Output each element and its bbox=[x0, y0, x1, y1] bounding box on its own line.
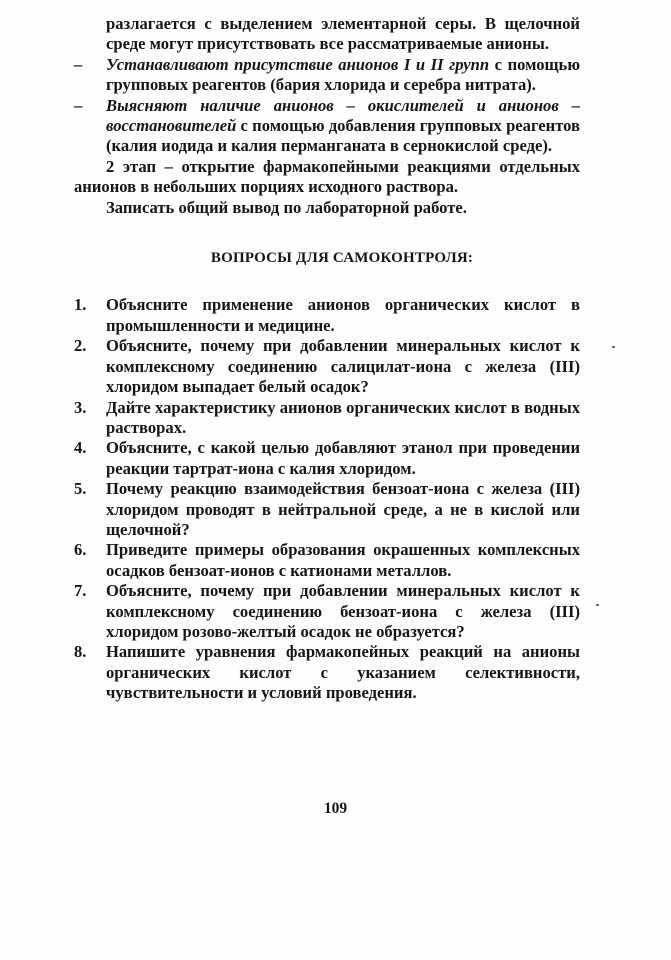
page-content bbox=[74, 14, 580, 704]
question-text: Объясните, почему при добавлении минеральных кислот к комплексному соединению салицилат-иона с железа (III) хлоридом выпадает белый осадок? bbox=[106, 336, 580, 397]
question-text: Напишите уравнения фармакопейных реакций на анионы органических кислот с указанием селективности, чувствительности и условий проведения. bbox=[106, 642, 580, 703]
question-item bbox=[74, 295, 580, 336]
question-item bbox=[74, 540, 580, 581]
question-number: 6. bbox=[74, 540, 87, 560]
page-number: 109 bbox=[323, 800, 348, 817]
question-text: Приведите примеры образования окрашенных комплексных осадков бензоат-ионов с катионами металлов. bbox=[106, 540, 580, 580]
question-text: Почему реакцию взаимодействия бензоат-иона с железа (III) хлоридом проводят в нейтральной среде, а не в кислой или щелочной? bbox=[106, 479, 580, 539]
question-number: 2. bbox=[74, 336, 87, 356]
dash-list-item bbox=[74, 55, 580, 96]
dash-marker: – bbox=[74, 54, 83, 74]
stage-2-paragraph bbox=[74, 157, 580, 198]
question-item bbox=[74, 438, 580, 479]
section-heading: ВОПРОСЫ ДЛЯ САМОКОНТРОЛЯ: bbox=[210, 250, 474, 267]
stage-2-text: – открытие фармакопейными реакциями отдельных анионов в небольших порциях исходного раствора. bbox=[74, 156, 581, 197]
conclusion-paragraph: Записать общий вывод по лабораторной работе. bbox=[106, 197, 467, 217]
question-text: Объясните, почему при добавлении минеральных кислот к комплексному соединению бензоат-иона с железа (III) хлоридом розово-желтый осадок не образуется? bbox=[106, 581, 580, 641]
dash-marker: – bbox=[74, 95, 83, 115]
dash-item-italic: Выясняют наличие анионов – окислителей и анионов – восстановителей bbox=[106, 95, 580, 136]
stage-2-label: 2 этап bbox=[106, 156, 157, 176]
question-number: 1. bbox=[74, 295, 87, 315]
scan-speck bbox=[596, 604, 599, 606]
scan-speck bbox=[612, 346, 615, 348]
question-text: Дайте характеристику анионов органических кислот в водных растворах. bbox=[106, 397, 580, 437]
question-number: 5. bbox=[74, 479, 87, 499]
question-item bbox=[74, 336, 580, 397]
dash-item-text bbox=[106, 96, 580, 157]
question-text: Объясните применение анионов органических кислот в промышленности и медицине. bbox=[106, 295, 580, 335]
question-item bbox=[74, 479, 580, 540]
intro-paragraph: разлагается с выделением элементарной серы. В щелочной среде могут присутствовать все рассматриваемые анионы. bbox=[106, 14, 580, 54]
dash-list-item bbox=[74, 96, 580, 157]
question-number: 7. bbox=[74, 581, 87, 601]
question-item bbox=[74, 642, 580, 703]
dash-item-normal: с помощью групповых реагентов (бария хлорида и серебра нитрата). bbox=[106, 54, 580, 95]
question-number: 3. bbox=[74, 397, 87, 417]
question-number: 4. bbox=[74, 438, 87, 458]
question-item bbox=[74, 398, 580, 439]
dash-item-normal: с помощью добавления групповых реагентов (калия иодида и калия перманганата в сернокислой среде). bbox=[106, 116, 580, 156]
questions-list bbox=[74, 295, 580, 703]
question-number: 8. bbox=[74, 642, 87, 662]
question-item bbox=[74, 581, 580, 642]
dash-item-text bbox=[106, 55, 580, 96]
dash-item-italic: Устанавливают присутствие анионов I и II групп bbox=[106, 54, 490, 74]
question-text: Объясните, с какой целью добавляют этанол при проведении реакции тартрат-иона с калия хлоридом. bbox=[106, 438, 580, 478]
